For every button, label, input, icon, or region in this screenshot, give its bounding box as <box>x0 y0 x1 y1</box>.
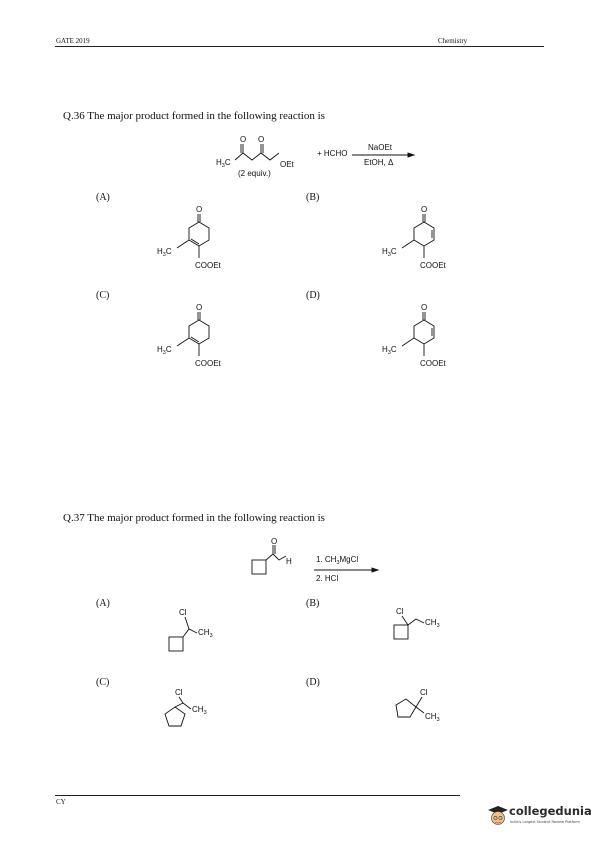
q37-option-d-structure <box>392 685 467 735</box>
q37-option-d-label: (D) <box>306 677 320 688</box>
q36-option-d-structure <box>380 298 460 378</box>
q37-option-c-label: (C) <box>96 677 110 688</box>
q36-reaction-arrow <box>350 141 420 171</box>
svg-text:EtOH, Δ: EtOH, Δ <box>364 158 394 167</box>
svg-text:H3C: $H_3C$ <box>216 158 231 169</box>
svg-text:Cl: Cl <box>175 688 183 697</box>
q37-reaction-arrow <box>312 553 387 583</box>
svg-text:H3C: $H_3C$ <box>382 345 397 356</box>
q36-reactant-structure <box>210 133 350 183</box>
logo-brand: collegedunia <box>509 804 592 818</box>
q36-option-a-structure <box>155 200 235 280</box>
svg-text:O: O <box>421 205 428 214</box>
header-exam: GATE 2019 <box>56 37 90 45</box>
svg-text:O: O <box>196 303 203 312</box>
svg-text:1. CH3MgCl: 1. $CH_3MgCl$ <box>316 555 359 566</box>
q37-option-b-structure <box>390 605 460 645</box>
svg-text:COOEt: COOEt <box>420 359 446 368</box>
q36-option-c-structure <box>155 298 235 378</box>
collegedunia-logo <box>487 802 593 838</box>
q37-reactant-structure <box>248 537 308 585</box>
q37-option-c-structure <box>163 685 238 735</box>
q37-option-b-label: (B) <box>306 598 320 609</box>
q37-question: Q.37 The major product formed in the following reaction is <box>63 512 325 524</box>
graduate-icon <box>487 804 509 828</box>
q36-option-d-label: (D) <box>306 290 320 301</box>
q36-option-b-structure <box>380 200 460 280</box>
svg-text:H: H <box>286 557 292 566</box>
q36-option-c-label: (C) <box>96 290 110 301</box>
svg-text:COOEt: COOEt <box>420 261 446 270</box>
q37-option-a-structure <box>165 605 235 655</box>
footer-code: CY <box>56 798 66 806</box>
q37-option-a-label: (A) <box>96 598 110 609</box>
svg-text:+ HCHO: + HCHO <box>317 149 348 158</box>
svg-text:CH3: $CH_3$ <box>425 712 440 723</box>
svg-text:Cl: Cl <box>179 608 187 617</box>
svg-text:COOEt: COOEt <box>195 261 221 270</box>
footer-rule <box>55 795 460 796</box>
svg-text:CH3: $CH_3$ <box>425 618 440 629</box>
svg-text:(2 equiv.): (2 equiv.) <box>238 169 271 178</box>
svg-text:Cl: Cl <box>420 688 428 697</box>
q36-option-b-label: (B) <box>306 192 320 203</box>
svg-text:O: O <box>258 135 265 144</box>
svg-text:O: O <box>240 135 247 144</box>
svg-text:NaOEt: NaOEt <box>368 143 393 152</box>
svg-text:CH3: $CH_3$ <box>192 705 207 716</box>
svg-text:CH3: $CH_3$ <box>198 628 213 639</box>
svg-text:H3C: $H_3C$ <box>157 345 172 356</box>
header-rule <box>55 46 544 47</box>
q36-option-a-label: (A) <box>96 192 110 203</box>
logo-tagline: India's Largest Student Review Platform <box>510 820 580 824</box>
svg-text:2. HCl: 2. HCl <box>316 574 339 583</box>
svg-text:COOEt: COOEt <box>195 359 221 368</box>
svg-text:OEt: OEt <box>280 160 294 169</box>
svg-text:Cl: Cl <box>396 607 404 616</box>
svg-text:O: O <box>421 303 428 312</box>
header-subject: Chemistry <box>438 37 468 45</box>
svg-text:H3C: $H_3C$ <box>382 247 397 258</box>
q36-question: Q.36 The major product formed in the following reaction is <box>63 110 325 122</box>
svg-text:O: O <box>196 205 203 214</box>
svg-text:H3C: $H_3C$ <box>157 247 172 258</box>
svg-text:O: O <box>271 537 278 546</box>
